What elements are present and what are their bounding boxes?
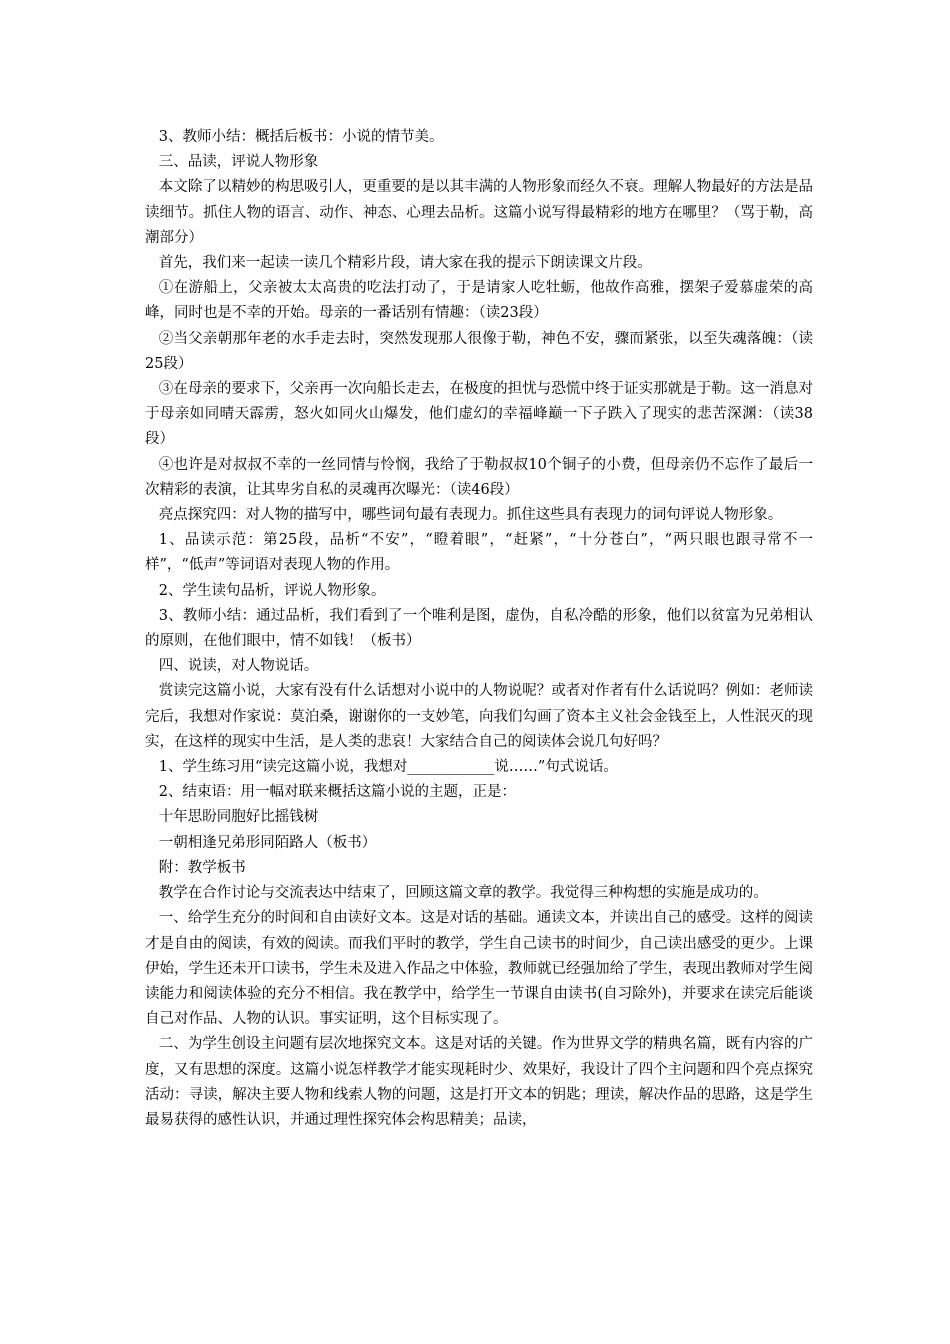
paragraph: 3、教师小结：概括后板书：小说的情节美。 — [158, 129, 444, 145]
paragraph: ②当父亲朝那年老的水手走去时，突然发现那人很像于勒，神色不安，骤而紧张，以至失魂落魄：（读25段） — [145, 330, 813, 372]
couplet-line: 十年思盼同胞好比摇钱树 — [158, 809, 319, 826]
paragraph: 二、为学生创设主问题有层次地探究文本。这是对话的关键。作为世界文学的精典名篇，既有内容的广度，又有思想的深度。这篇小说怎样教学才能实现耗时少、效果好，我设计了四个主问题和四个亮点探究活动：寻读，解决主要人物和线索人物的问题，这是打开文本的钥匙；理读，解决作品的思路，这是学生最易获得的感性认识，并通过理性探究体会构思精美；品读， — [145, 1036, 813, 1128]
couplet-line: 一朝相逢兄弟形同陌路人（板书） — [158, 834, 377, 851]
section-heading: 四、说读，对人物说话。 — [158, 658, 319, 675]
paragraph: ③在母亲的要求下，父亲再一次向船长走去，在极度的担忧与恐慌中终于证实那就是于勒。这一消息对于母亲如同晴天霹雳，怒火如同火山爆发，他们虚幻的幸福峰巅一下子跌入了现实的悲苦深渊：（读38段） — [145, 381, 813, 448]
paragraph: ①在游船上，父亲被太太高贵的吃法打动了，于是请家人吃牡蛎，他故作高雅，摆架子爱慕虚荣的高峰，同时也是不幸的开始。母亲的一番话别有情趣：（读23段） — [145, 280, 813, 322]
paragraph: 1、学生练习用“读完这篇小说，我想对____________说……”句式说话。 — [158, 759, 618, 776]
paragraph: 赏读完这篇小说，大家有没有什么话想对小说中的人物说呢？或者对作者有什么话说吗？例如：老师读完后，我想对作家说：莫泊桑，谢谢你的一支妙笔，向我们勾画了资本主义社会金钱至上，人性泯灭的现实，在这样的现实中生活，是人类的悲哀！大家结合自己的阅读体会说几句好吗？ — [145, 683, 813, 750]
paragraph: 2、结束语：用一幅对联来概括这篇小说的主题，正是： — [158, 784, 516, 801]
paragraph: 本文除了以精妙的构思吸引人，更重要的是以其丰满的人物形象而经久不衰。理解人物最好的方法是品读细节。抓住人物的语言、动作、神态、心理去品析。这篇小说写得最精彩的地方在哪里？（骂于勒，高潮部分） — [145, 179, 813, 246]
paragraph: 2、学生读句品析，评说人物形象。 — [158, 582, 386, 599]
paragraph: 教学在合作讨论与交流表达中结束了，回顾这篇文章的教学。我觉得三种构想的实施是成功的。 — [158, 885, 768, 902]
paragraph: 亮点探究四：对人物的描写中，哪些词句最有表现力。抓住这些具有表现力的词句评说人物形象。 — [158, 507, 783, 524]
paragraph: 一、给学生充分的时间和自由读好文本。这是对话的基础。通读文本，并读出自己的感受。这样的阅读才是自由的阅读，有效的阅读。而我们平时的教学，学生自己读书的时间少，自己读出感受的更少。上课伊始，学生还未开口读书，学生未及进入作品之中体验，教师就已经强加给了学生，表现出教师对学生阅读能力和阅读体验的充分不相信。我在教学中，给学生一节课自由读书(自习除外)，并要求在读完后能谈自己对作品、人物的认识。事实证明，这个目标实现了。 — [145, 910, 813, 1028]
paragraph: 首先，我们来一起读一读几个精彩片段，请大家在我的提示下朗读课文片段。 — [158, 255, 652, 272]
paragraph: ④也许是对叔叔不幸的一丝同情与怜悯，我给了于勒叔叔10个铜子的小费，但母亲仍不忘作了最后一次精彩的表演，让其卑劣自私的灵魂再次曝光：（读46段） — [145, 456, 813, 498]
document-page — [145, 125, 813, 1133]
paragraph: 1、品读示范：第25段，品析“不安”，“瞪着眼”，“赶紧”，“十分苍白”，“两只眼也跟寻常不一样”，“低声”等词语对表现人物的作用。 — [145, 532, 813, 574]
paragraph: 附：教学板书 — [158, 859, 246, 876]
paragraph: 3、教师小结：通过品析，我们看到了一个唯利是图，虚伪，自私冷酷的形象，他们以贫富为兄弟相认的原则，在他们眼中，情不如钱！（板书） — [145, 607, 813, 650]
section-heading: 三、品读，评说人物形象 — [158, 154, 319, 171]
